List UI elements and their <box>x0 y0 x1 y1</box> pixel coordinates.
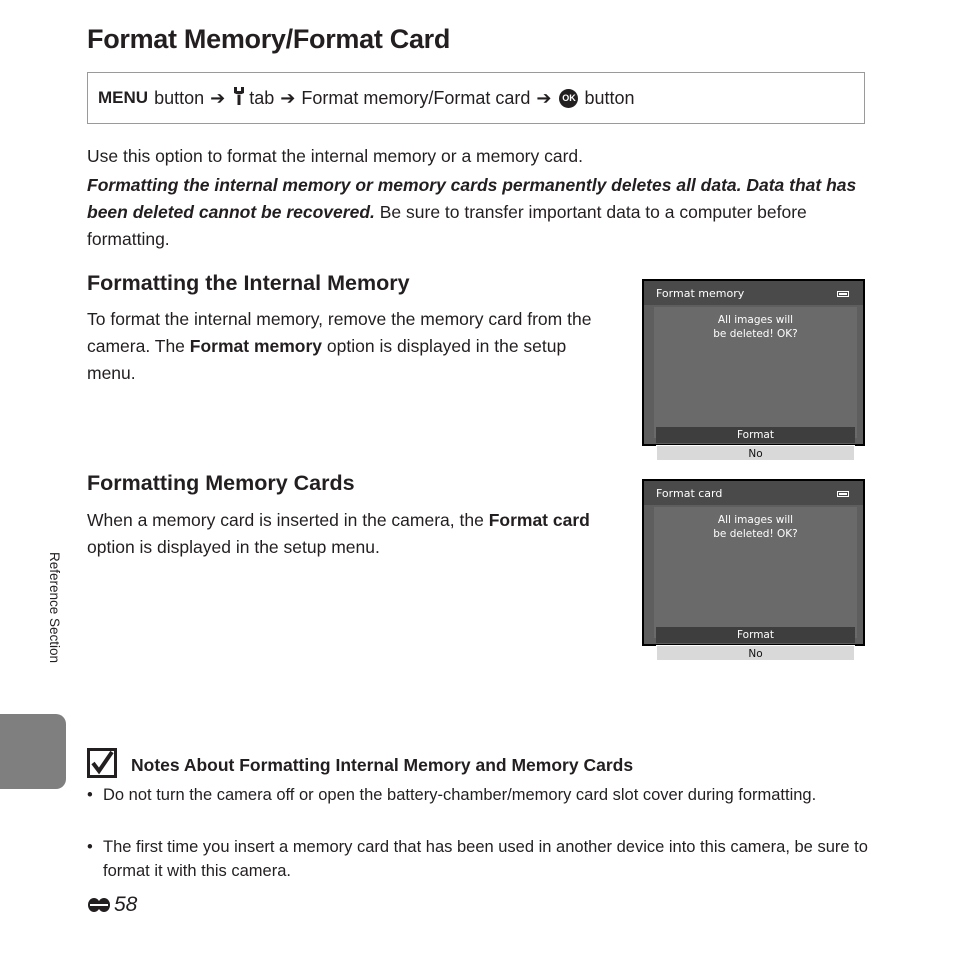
section-text-internal-memory <box>87 306 617 387</box>
list-item <box>87 835 868 883</box>
dialog-message-line: be deleted! OK? <box>713 328 798 340</box>
warning-bold-text: Formatting the internal memory or memory cards permanently deletes all data. Data that has been deleted cannot be recovered. <box>87 175 857 222</box>
confirm-dialog <box>654 307 857 460</box>
option-no: No <box>656 445 855 461</box>
page-number <box>87 893 137 917</box>
screen-title: Format card <box>656 487 723 500</box>
screen-header <box>644 281 863 305</box>
menu-icon: MENU <box>98 88 149 107</box>
section-thumb-tab <box>0 714 66 789</box>
option-no: No <box>656 645 855 661</box>
dialog-message-line: All images will <box>717 314 794 326</box>
screen-header <box>644 481 863 505</box>
intro-text: Use this option to format the internal memory or a memory card. <box>87 146 584 166</box>
format-card-term: Format card <box>488 510 590 530</box>
option-format: Format <box>656 627 855 643</box>
ok-button-icon: OK <box>559 89 578 108</box>
option-format: Format <box>656 427 855 443</box>
section-text-part: option is displayed in the setup menu. <box>87 537 380 557</box>
confirm-dialog <box>654 507 857 660</box>
bullet-mark: • <box>87 786 93 804</box>
dialog-message-line: All images will <box>717 514 794 526</box>
nav-tab-text: tab <box>249 87 275 108</box>
battery-icon <box>837 291 849 297</box>
arrow-right-icon: ➔ <box>210 87 226 108</box>
screen-title: Format memory <box>656 287 745 300</box>
side-section-label <box>46 552 66 702</box>
wrench-icon <box>233 87 245 110</box>
side-section-label-text: Reference Section <box>47 552 62 664</box>
bullet-mark: • <box>87 838 93 856</box>
page-title: Format Memory/Format Card <box>87 24 451 54</box>
dialog-message-line: be deleted! OK? <box>713 528 798 540</box>
bullet-text: The first time you insert a memory card that has been used in another device into this camera, be sure to format it with this camera. <box>103 838 868 880</box>
menu-navigation-path <box>87 72 865 124</box>
battery-icon <box>837 491 849 497</box>
section-text-part: When a memory card is inserted in the camera, the <box>87 510 489 530</box>
nav-button-text-2: button <box>584 87 635 108</box>
section-heading-memory-cards: Formatting Memory Cards <box>87 471 355 495</box>
format-memory-term: Format memory <box>189 336 323 356</box>
dialog-message <box>654 513 857 541</box>
dialog-message <box>654 313 857 341</box>
page-number-text: 58 <box>114 893 138 916</box>
reference-section-icon <box>87 896 111 914</box>
section-heading-internal-memory: Formatting the Internal Memory <box>87 271 410 295</box>
warning-rest-text: Be sure to transfer important data to a computer before formatting. <box>87 202 807 249</box>
section-text-part: To format the internal memory, remove the memory card from the camera. The <box>87 309 592 356</box>
arrow-right-icon: ➔ <box>280 87 296 108</box>
nav-button-text: button <box>154 87 205 108</box>
section-text-part: option is displayed in the setup menu. <box>87 336 567 383</box>
check-note-icon <box>87 748 117 778</box>
warning-paragraph <box>87 172 862 253</box>
list-item <box>87 783 863 807</box>
camera-screen-format-memory <box>642 279 865 460</box>
bullet-text: Do not turn the camera off or open the battery-chamber/memory card slot cover during formatting. <box>103 786 817 804</box>
nav-item-text: Format memory/Format card <box>301 87 531 108</box>
section-text-memory-cards <box>87 507 607 561</box>
arrow-right-icon: ➔ <box>536 87 552 108</box>
camera-screen-format-card <box>642 479 865 660</box>
notes-heading: Notes About Formatting Internal Memory and Memory Cards <box>131 755 634 775</box>
